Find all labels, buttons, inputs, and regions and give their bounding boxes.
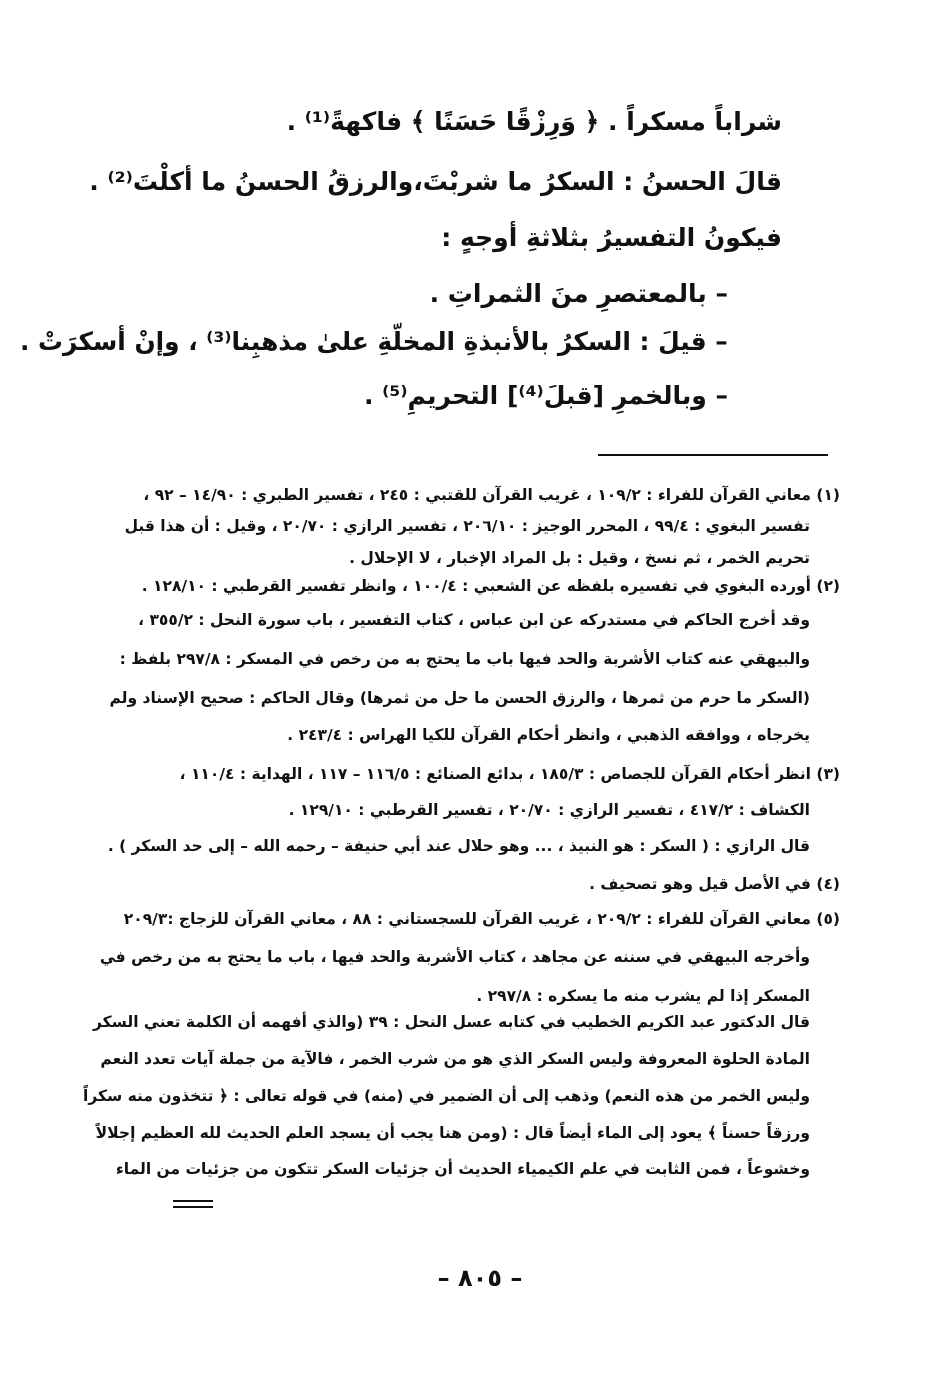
footnote-line: المسكر إذا لم يشرب منه ما يسكره : ٢٩٧/٨ . — [476, 987, 810, 1005]
main-text-line: فيكونُ التفسيرُ بثلاثةِ أوجهٍ : — [441, 223, 782, 252]
footnote-line: يخرجاه ، ووافقه الذهبي ، وانظر أحكام القرآن للكيا الهراس : ٢٤٣/٤ . — [287, 726, 810, 744]
footnote-separator — [598, 454, 828, 456]
page-number: – ٨٠٥ – — [437, 1264, 523, 1292]
footnote-line: ورزقاً حسناً ﴾ يعود إلى الماء أيضاً قال : (ومن هنا يجب أن يسجد العلم الحديث لله العظيم إجلالاً — [95, 1124, 810, 1142]
footnote-line: وقد أخرج الحاكم في مستدركه عن ابن عباس ، كتاب التفسير ، باب سورة النحل : ٣٥٥/٢ ، — [138, 611, 810, 629]
footnote-line: الكشاف : ٤١٧/٢ ، تفسير الرازي : ٢٠/٧٠ ، تفسير القرطبي : ١٢٩/١٠ . — [288, 801, 810, 819]
footnote-line: وليس الخمر من هذه النعم) وذهب إلى أن الضمير في (منه) في قوله تعالى : ﴿ تتخذون منه سكراً — [83, 1087, 810, 1105]
footnote-line: (٣) انظر أحكام القرآن للجصاص : ١٨٥/٣ ، بدائع الصنائع : ١١٦/٥ – ١١٧ ، الهداية : ١١٠/٤ ، — [179, 765, 840, 783]
footnote-line: (٢) أورده البغوي في تفسيره بلفظه عن الشعبي : ١٠٠/٤ ، وانظر تفسير القرطبي : ١٢٨/١٠ . — [141, 577, 840, 595]
footnote-line: (٤) في الأصل قيل وهو تصحيف . — [589, 875, 840, 893]
footnote-line: تحريم الخمر ، ثم نسخ ، وقيل : بل المراد الإخبار ، لا الإحلال . — [349, 549, 810, 567]
main-text-line: شراباً مسكراً . ﴿ وَرِزْقًا حَسَنًا ﴾ فاكهةً⁽¹⁾ . — [286, 107, 782, 136]
footnote-line: والبيهقي عنه كتاب الأشربة والحد فيها باب ما يحتج به من رخص في المسكر : ٢٩٧/٨ بلفظ : — [119, 650, 810, 668]
continuation-mark — [173, 1206, 213, 1208]
footnote-line: تفسير البغوي : ٩٩/٤ ، المحرر الوجيز : ٢٠٦/١٠ ، تفسير الرازي : ٢٠/٧٠ ، وقيل : أن هذا قبل — [124, 517, 810, 535]
main-text-line: – قيلَ : السكرُ بالأنبذةِ المخلّةِ علىٰ مذهبِنا⁽³⁾ ، وإنْ أسكرَتْ . — [20, 327, 729, 356]
footnote-line: قال الرازي : ( السكر : هو النبيذ ، ... وهو حلال عند أبي حنيفة – رحمه الله – إلى حد السكر ) . — [107, 837, 810, 855]
footnote-line: قال الدكتور عبد الكريم الخطيب في كتابه عسل النحل : ٣٩ (والذي أفهمه أن الكلمة تعني السكر — [92, 1013, 810, 1031]
footnote-line: المادة الحلوة المعروفة وليس السكر الذي هو من شرب الخمر ، فالآية من جملة آيات تعدد النعم — [100, 1050, 810, 1068]
footnote-line: وأخرجه البيهقي في سننه عن مجاهد ، كتاب الأشربة والحد فيها ، باب ما يحتج به من رخص في — [99, 948, 810, 966]
main-text-line: – وبالخمرِ [قبلَ⁽⁴⁾] التحريمِ⁽⁵⁾ . — [363, 381, 728, 410]
footnote-line: (السكر ما حرم من ثمرها ، والرزق الحسن ما حل من ثمرها) وقال الحاكم : صحيح الإسناد ولم — [109, 689, 810, 707]
main-text-line: قالَ الحسنُ : السكرُ ما شربْتَ،والرزقُ الحسنُ ما أكلْتَ⁽²⁾ . — [89, 167, 782, 196]
main-text-line: – بالمعتصرِ منَ الثمراتِ . — [429, 279, 728, 308]
continuation-mark — [173, 1200, 213, 1202]
footnote-line: وخشوعاً ، فمن الثابت في علم الكيمياء الحديث أن جزئيات السكر تتكون من جزئيات من الماء — [115, 1160, 810, 1178]
footnote-line: (٥) معاني القرآن للفراء : ٢٠٩/٢ ، غريب القرآن للسجستاني : ٨٨ ، معاني القرآن للزجاج :٢٠٩/٣ — [123, 910, 840, 928]
footnote-line: (١) معاني القرآن للفراء : ١٠٩/٢ ، غريب القرآن للقتبي : ٢٤٥ ، تفسير الطبري : ١٤/٩٠ – ٩٢ ، — [143, 486, 840, 504]
